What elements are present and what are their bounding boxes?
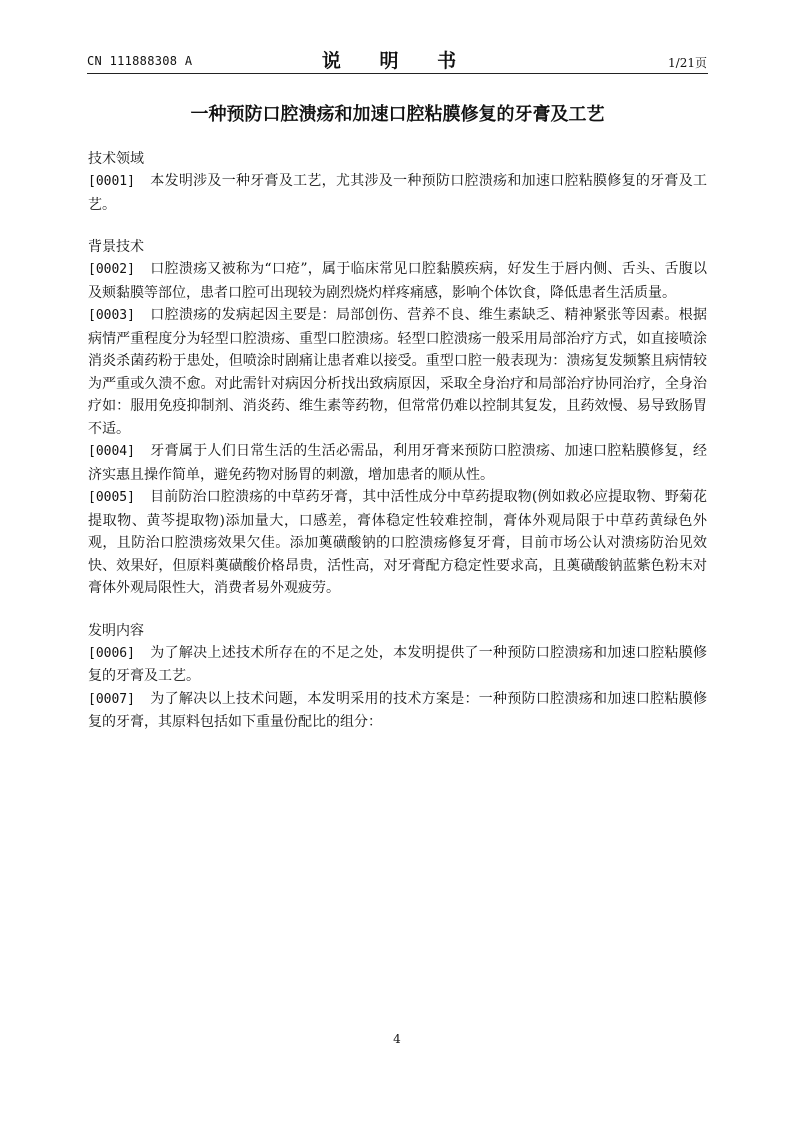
paragraph <box>88 304 707 440</box>
document-body <box>88 148 707 754</box>
paragraph-text: 目前防治口腔溃疡的中草药牙膏，其中活性成分中草药提取物(例如救必应提取物、野菊花提取物、黄芩提取物)添加量大，口感差，膏体稳定性较难控制，膏体外观局限于中草药黄绿色外观，且防治口腔溃疡效果欠佳。添加薁磺酸钠的口腔溃疡修复牙膏，目前市场公认对溃疡防治见效快、效果好，但原料薁磺酸价格昂贵，活性高，对牙膏配方稳定性要求高，且薁磺酸钠蓝紫色粉末对膏体外观局限性大，消费者易外观疲劳。 <box>88 489 707 596</box>
paragraph-text: 为了解决上述技术所存在的不足之处，本发明提供了一种预防口腔溃疡和加速口腔粘膜修复的牙膏及工艺。 <box>88 644 707 684</box>
paragraph-text: 为了解决以上技术问题，本发明采用的技术方案是：一种预防口腔溃疡和加速口腔粘膜修复的牙膏，其原料包括如下重量份配比的组分： <box>88 690 707 730</box>
paragraph-number: [0003] <box>88 308 135 323</box>
paragraph-text: 口腔溃疡又被称为“口疮”，属于临床常见口腔黏膜疾病，好发生于唇内侧、舌头、舌腹以及颊黏膜等部位，患者口腔可出现较为剧烈烧灼样疼痛感，影响个体饮食，降低患者生活质量。 <box>88 261 707 301</box>
paragraph <box>88 486 707 600</box>
paragraph-text: 口腔溃疡的发病起因主要是：局部创伤、营养不良、维生素缺乏、精神紧张等因素。根据病情严重程度分为轻型口腔溃疡、重型口腔溃疡。轻型口腔溃疡一般采用局部治疗方式，如直接喷涂消炎杀菌药粉于患处，但喷涂时剧痛让患者难以接受。重型口腔一般表现为：溃疡复发频繁且病情较为严重或久溃不愈。对此需针对病因分析找出致病原因，采取全身治疗和局部治疗协同治疗，全身治疗如：服用免疫抑制剂、消炎药、维生素等药物，但常常仍难以控制其复发，且药效慢、易导致肠胃不适。 <box>88 307 707 437</box>
section-technical-field <box>88 148 707 216</box>
paragraph <box>88 258 707 304</box>
document-type-title: 说 明 书 <box>321 50 473 72</box>
header-divider <box>87 73 708 74</box>
paragraph-number: [0001] <box>88 174 135 189</box>
paragraph-text: 本发明涉及一种牙膏及工艺，尤其涉及一种预防口腔溃疡和加速口腔粘膜修复的牙膏及工艺。 <box>88 173 707 213</box>
section-background <box>88 236 707 600</box>
paragraph-number: [0006] <box>88 645 135 661</box>
section-invention-content <box>88 620 707 734</box>
paragraph-text: 牙膏属于人们日常生活的生活必需品，利用牙膏来预防口腔溃疡、加速口腔粘膜修复，经济实惠且操作简单，避免药物对肠胃的刺激，增加患者的顺从性。 <box>88 443 707 483</box>
paragraph <box>88 440 707 486</box>
page-header <box>87 44 707 74</box>
patent-title: 一种预防口腔溃疡和加速口腔粘膜修复的牙膏及工艺 <box>190 104 605 125</box>
paragraph-number: [0002] <box>88 262 135 277</box>
document-number: CN 111888308 A <box>87 54 193 68</box>
paragraph-number: [0007] <box>88 691 135 707</box>
page-number: 4 <box>393 1032 401 1046</box>
section-heading: 背景技术 <box>88 239 144 255</box>
paragraph-number: [0005] <box>88 490 135 505</box>
section-heading: 发明内容 <box>88 622 144 639</box>
paragraph <box>88 688 707 734</box>
paragraph-number: [0004] <box>88 444 135 459</box>
page-indicator: 1/21页 <box>668 56 707 70</box>
section-heading: 技术领域 <box>88 151 144 167</box>
paragraph <box>88 170 707 216</box>
paragraph <box>88 642 707 688</box>
